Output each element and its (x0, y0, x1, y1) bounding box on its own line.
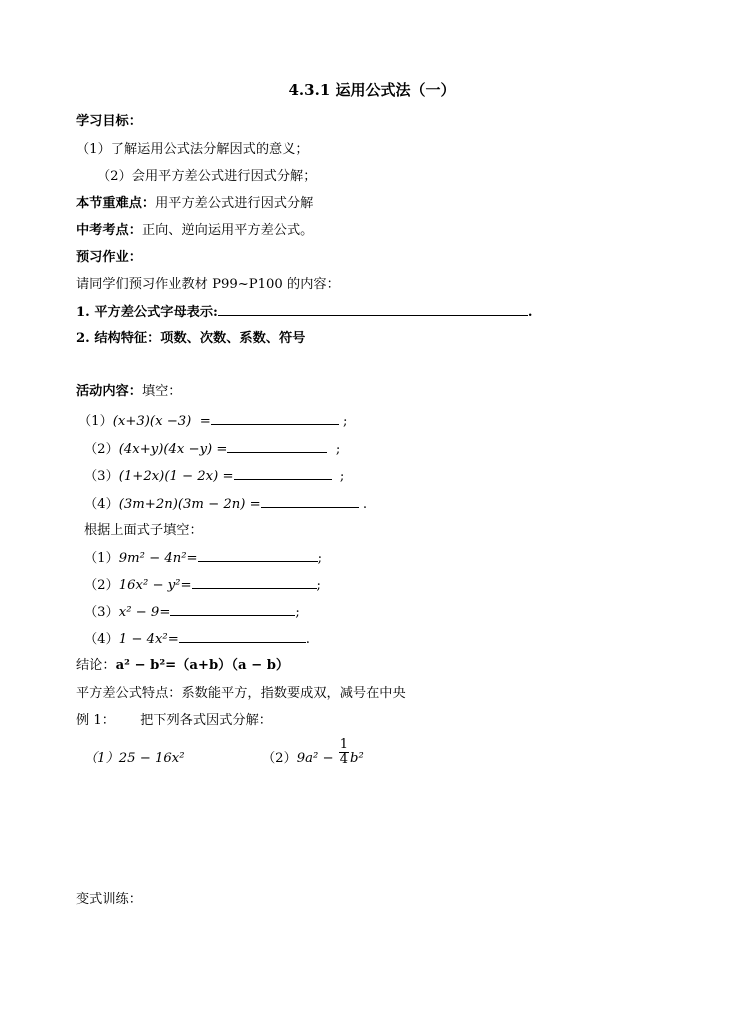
variant-training-heading: 变式训练： (76, 892, 142, 907)
activity-item-2 (84, 440, 340, 459)
goal-item-1: （1）了解运用公式法分解因式的意义； (76, 142, 309, 157)
item-end: ; (342, 414, 348, 429)
answer-blank[interactable] (192, 576, 317, 589)
example-p2-term-a: 9a² − (296, 751, 334, 766)
key-point-text: 用平方差公式进行因式分解 (155, 196, 314, 211)
answer-blank[interactable] (227, 440, 327, 453)
item-number: （2） (84, 442, 119, 457)
preview-q1-text: 1. 平方差公式字母表示: (76, 305, 218, 320)
item-number: （2） (84, 578, 119, 593)
page-title: 4.3.1 运用公式法（一） (288, 81, 456, 99)
example-p2-number: （2） (262, 751, 297, 766)
preview-q1-end: . (527, 305, 533, 320)
activity-item-4 (84, 495, 367, 514)
example-p2-term-b: b² (350, 751, 364, 766)
fraction-numerator: 1 (339, 737, 349, 752)
item-number: （1） (84, 551, 119, 566)
answer-blank[interactable] (261, 495, 359, 508)
item-expression: (1+2x)(1 − 2x) (118, 469, 219, 484)
item-equals: = (249, 497, 261, 512)
item-expression: 9m² − 4n²= (118, 551, 198, 566)
item-end: . (305, 632, 310, 647)
item-end: ; (316, 578, 321, 593)
preview-question-2: 2. 结构特征：项数、次数、系数、符号 (76, 331, 306, 346)
fill-item-2 (84, 576, 321, 595)
activity-label: 活动内容： (76, 384, 142, 399)
preview-instruction: 请同学们预习作业教材 P99~P100 的内容： (76, 277, 340, 292)
example-label: 例 1： (76, 713, 115, 728)
item-end: . (362, 497, 368, 512)
conclusion (76, 657, 289, 675)
item-end: ; (317, 551, 323, 566)
example-part-1 (84, 750, 184, 768)
item-equals: = (216, 442, 228, 457)
item-number: （1） (78, 414, 113, 429)
item-end: ; (339, 469, 345, 484)
answer-blank[interactable] (218, 303, 528, 316)
conclusion-label: 结论： (76, 658, 116, 673)
item-equals: = (199, 414, 211, 429)
activity-item-3 (84, 467, 344, 486)
fill-item-4 (84, 630, 310, 649)
activity-item-1 (78, 412, 347, 431)
fill-item-3 (84, 603, 300, 622)
example-line (76, 712, 272, 730)
fraction-denominator: 4 (339, 752, 349, 767)
item-number: （4） (84, 632, 119, 647)
item-equals: = (222, 469, 234, 484)
answer-blank[interactable] (198, 549, 318, 562)
formula-features: 平方差公式特点：系数能平方，指数要成双，减号在中央 (76, 686, 406, 701)
item-number: （4） (84, 497, 119, 512)
conclusion-formula: a² − b²=（a+b）（a − b） (115, 658, 290, 673)
fraction (339, 738, 349, 767)
preview-question-1 (76, 303, 533, 322)
item-number: （3） (84, 469, 119, 484)
item-expression: x² − 9= (118, 605, 171, 620)
item-end: ; (335, 442, 341, 457)
item-expression: (3m+2n)(3m − 2n) (118, 497, 246, 512)
item-expression: 1 − 4x²= (118, 632, 179, 647)
example-expression-1: （1）25 − 16x² (84, 751, 185, 766)
item-expression: (x+3)(x −3) (112, 414, 192, 429)
goal-item-2: （2）会用平方差公式进行因式分解； (97, 169, 317, 184)
answer-blank[interactable] (170, 603, 295, 616)
activity-text: 填空： (141, 384, 182, 399)
activity-line (76, 383, 182, 401)
item-number: （3） (84, 605, 119, 620)
answer-blank[interactable] (234, 467, 332, 480)
item-expression: 16x² − y²= (118, 578, 192, 593)
key-point-label: 本节重难点： (76, 196, 156, 211)
exam-point-label: 中考考点： (76, 223, 142, 238)
exam-point (76, 222, 313, 240)
example-part-2 (262, 737, 364, 768)
key-point (76, 195, 313, 213)
exam-point-text: 正向、逆向运用平方差公式。 (141, 223, 314, 238)
fill-item-1 (84, 549, 322, 568)
answer-blank[interactable] (179, 630, 306, 643)
fill-heading: 根据上面式子填空： (84, 523, 203, 538)
item-end: ; (295, 605, 300, 620)
goals-heading: 学习目标： (76, 114, 142, 129)
preview-heading: 预习作业： (76, 250, 142, 265)
answer-blank[interactable] (211, 412, 339, 425)
example-text: 把下列各式因式分解： (140, 713, 272, 728)
item-expression: (4x+y)(4x −y) (118, 442, 213, 457)
